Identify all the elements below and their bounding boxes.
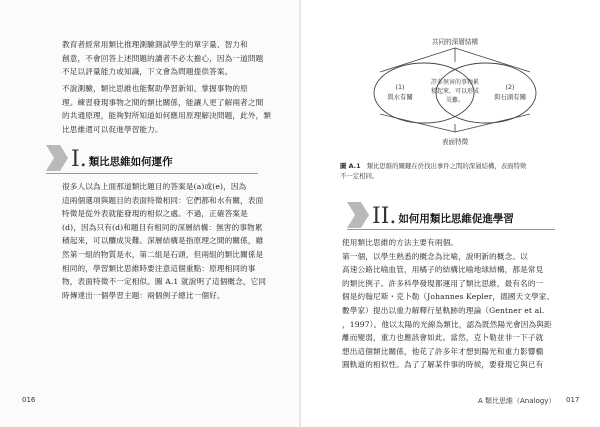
book-spine bbox=[299, 0, 301, 427]
text-line: 的共通原理，能夠對所知道如何應用原理解決問題，此外，類 bbox=[62, 111, 272, 121]
text-line: 數學家）提出以重力解釋行星軌跡的理論（Gentner et al. bbox=[342, 305, 545, 315]
center-text: 積起來，可以形成 bbox=[430, 88, 480, 95]
text-line: 物，表面特徵不一定相似。圖 A.1 就說明了這個概念，它同 bbox=[62, 277, 267, 287]
text-line: 圓軌道的相似性。為了了解某件事的時候，要發現它與已有 bbox=[342, 360, 544, 370]
section-arrow-icon bbox=[46, 145, 68, 171]
text-line: (d)，因為只有(d)和題目有相同的深層結構：無害的事物累 bbox=[62, 222, 263, 232]
text-line: 時傳達出一個學習主題：兩個例子總比一個好。 bbox=[62, 290, 225, 300]
text-line: ，1997）。他以太陽的光線為類比，認為既然陽光會因為與距 bbox=[342, 319, 552, 329]
left-circle-label: 與水有關 bbox=[387, 93, 413, 101]
text-line: 離而變弱，重力也應該會如此。當然，克卜勒並非一下子就 bbox=[342, 333, 544, 343]
text-line: 比思維還可以促進學習能力。 bbox=[62, 124, 163, 134]
section-number: II. bbox=[372, 204, 397, 229]
connector-line bbox=[380, 48, 455, 72]
text-line: 特徵是從外表就能發現的相似之處。不過，正確答案是 bbox=[62, 209, 248, 219]
text-line: 很多人以為上面那道類比題目的答案是(a)或(e)，因為 bbox=[62, 182, 247, 191]
section-number: I. bbox=[71, 147, 87, 172]
text-line: 教育者經常用類比推理測驗測試學生的單字量、智力和 bbox=[62, 40, 248, 49]
body-paragraph bbox=[342, 236, 554, 372]
figure-top-label: 共同的深層結構 bbox=[431, 38, 479, 46]
section-heading-2 bbox=[347, 202, 514, 228]
running-footer: A 類比思維（Analogy） bbox=[478, 397, 556, 405]
heading-rule bbox=[46, 173, 258, 174]
text-line: 想出這個類比關係，他花了許多年才想到陽光和重力影響橢 bbox=[342, 346, 544, 356]
caption-line bbox=[340, 161, 526, 171]
text-line: 個是約翰尼斯・克卜勒（Johannes Kepler，德國天文學家、 bbox=[342, 292, 555, 302]
text-line: 不說測驗，類比思維也能幫助學習新知、掌握事物的原 bbox=[62, 84, 248, 93]
text-line: 相同的，學習類比思維時要注意這個重點：原理相同的事 bbox=[62, 263, 256, 273]
text-line: 高速公路比喻血管，用橘子的結構比喻地球結構，都是常見 bbox=[342, 265, 544, 275]
figure-bottom-label: 表面特徵 bbox=[441, 138, 469, 146]
text-line: 的類比例子。許多科學發現都運用了類比思維，最有名的一 bbox=[342, 278, 544, 288]
connector-line bbox=[380, 114, 455, 132]
section-title: 類比思維如何運作 bbox=[88, 156, 173, 168]
text-line: 理。練習發現事物之間的類比關係，能讓人更了解兩者之間 bbox=[62, 97, 264, 107]
right-circle-label: (2) bbox=[505, 83, 515, 91]
text-line: 創意，不會回答上述問題的讀者不必太擔心，因為一道問題 bbox=[62, 53, 264, 63]
left-circle-label: (1) bbox=[395, 83, 405, 91]
body-paragraph bbox=[62, 180, 266, 302]
text-line: 這兩個選項與題目的表面特徵相同：它們都和水有關，表面 bbox=[62, 195, 264, 205]
caption-number: 圖 A.1 bbox=[340, 162, 361, 170]
section-title: 如何用類比思維促進學習 bbox=[398, 213, 514, 225]
text-line: 第一個，以學生熟悉的概念為比喻，說明新的概念。以 bbox=[342, 251, 528, 261]
intro-paragraph bbox=[62, 38, 263, 79]
connector-line bbox=[455, 48, 530, 72]
right-circle-label: 與石頭有關 bbox=[494, 93, 526, 101]
caption-line: 不一定相同。 bbox=[340, 172, 379, 180]
text-line: 然第一組的物質是水，第二組是石頭，但兩組的類比關係是 bbox=[62, 249, 264, 259]
figure-caption bbox=[340, 161, 526, 181]
text-line: 積起來，可以釀成災難。深層結構是指原理之間的關係，雖 bbox=[62, 236, 264, 246]
section-heading-1 bbox=[46, 145, 173, 171]
page-number-right: 017 bbox=[566, 396, 580, 404]
venn-figure bbox=[360, 32, 550, 150]
caption-text: 類比思維的關鍵在於找出事件之間的深層結構，表面特徵 bbox=[366, 162, 527, 170]
page-number-left: 016 bbox=[22, 396, 36, 404]
center-text: 許多無害的事物累 bbox=[430, 79, 480, 86]
second-paragraph bbox=[62, 82, 271, 136]
heading-rule bbox=[347, 229, 555, 230]
text-line: 不足以評量能力或知識，下文會為問題提供答案。 bbox=[62, 67, 233, 77]
text-line: 使用類比思維的方法主要有兩個。 bbox=[342, 238, 459, 247]
center-text: 災難。 bbox=[445, 97, 465, 104]
section-arrow-icon bbox=[347, 202, 369, 228]
connector-line bbox=[455, 114, 530, 132]
